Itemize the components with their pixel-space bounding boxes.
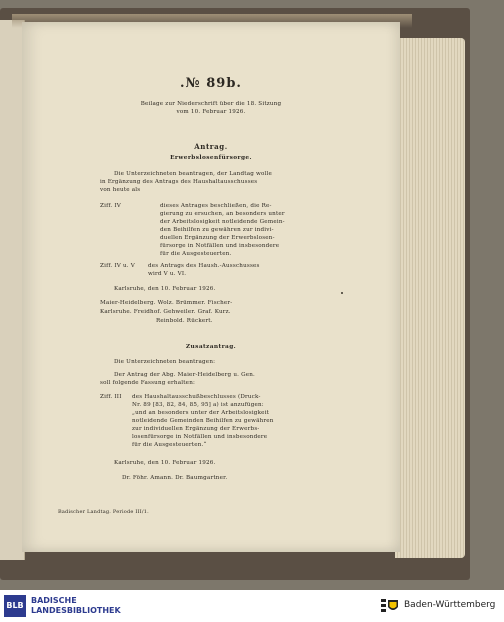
ziff-iii-line: notleidende Gemeinden Beihilfen zu gewähren (132, 418, 274, 424)
antrag-intro-line: Die Unterzeichneten beantragen, der Landtag wolle (114, 171, 273, 177)
signers-line: Maier-Heidelberg. Wolz. Brümmer. Fischer- (100, 300, 233, 306)
ziff-iv-line: gierung zu ersuchen, an besonders unter (160, 211, 285, 217)
ziff-iii-line: Nr. 89 [83, 82, 84, 85, 95] a) ist anzufügen: (132, 402, 264, 408)
zusatz-intro-line: Der Antrag der Abg. Maier-Heidelberg u. Gen. (114, 372, 256, 378)
signers-line: Dr. Föhr. Amann. Dr. Baumgartner. (122, 475, 228, 481)
branding-bar (0, 590, 504, 622)
ziff-iv-v-label: Ziff. IV u. V (100, 263, 135, 269)
ziff-iv-line: duellen Ergänzung der Erwerbslosen- (160, 235, 275, 241)
date-line: Karlsruhe, den 10. Februar 1926. (114, 286, 216, 292)
intro-line: vom 10. Februar 1926. (176, 109, 246, 115)
intro-line: Beilage zur Niederschrift über die 18. Sitzung (140, 101, 282, 107)
ziff-iii-line: des Haushaltausschußbeschlusses (Druck- (132, 394, 261, 400)
blb-name-line1: BADISCHE (31, 596, 77, 605)
baden-wuerttemberg-emblem-icon (380, 598, 400, 614)
ziff-iv-line: für die Ausgesteuerten. (160, 251, 232, 257)
signers-line: Reinbold. Rückert. (156, 318, 213, 324)
blb-name-line2: LANDESBIBLIOTHEK (31, 606, 121, 615)
antrag-intro-line: in Ergänzung des Antrags des Haushaltausschusses (100, 179, 258, 185)
ziff-iii-line: zur individuellen Ergänzung der Erwerbs- (132, 426, 260, 432)
ziff-iii-line: losenfürsorge in Notfällen und insbesondere (132, 434, 268, 440)
ink-speck (341, 292, 343, 294)
zusatzantrag-title: Zusatzantrag. (185, 344, 237, 350)
date-line: Karlsruhe, den 10. Februar 1926. (114, 460, 216, 466)
blb-name[interactable] (31, 596, 121, 616)
document-number: .№ 89b. (180, 76, 242, 91)
page-footer: Badischer Landtag. Periode III/1. (58, 509, 149, 515)
blb-logo[interactable]: BLB (4, 595, 26, 617)
ziff-iv-line: dieses Antrages beschließen, die Re- (160, 203, 272, 209)
ziff-iv-v-line: des Antrags des Haush.-Ausschusses (148, 263, 260, 269)
ziff-iv-label: Ziff. IV (100, 203, 122, 209)
zusatz-intro-line: soll folgende Fassung erhalten: (100, 380, 196, 386)
ziff-iv-line: fürsorge in Notfällen und insbesondere (160, 243, 280, 249)
baden-wuerttemberg-label[interactable]: Baden-Württemberg (404, 600, 496, 610)
ziff-iv-v-line: wird V u. VI. (148, 271, 187, 277)
page-stack-edges (395, 38, 465, 558)
antrag-subtitle: Erwerbslosenfürsorge. (170, 155, 252, 161)
ziff-iii-line: „und an besonders unter der Arbeitslosigkeit (132, 410, 270, 416)
antrag-intro-line: von heute als (100, 187, 141, 193)
ziff-iii-line: für die Ausgesteuerten.“ (132, 442, 207, 448)
antrag-title: Antrag. (194, 142, 228, 151)
signers-line: Karlsruhe. Freidhof. Gehweiler. Graf. Kurz. (100, 309, 231, 315)
ziff-iv-line: den Beihilfen zu gewähren zur indivi- (160, 227, 274, 233)
ziff-iii-label: Ziff. III (100, 394, 122, 400)
ziff-iv-line: der Arbeitslosigkeit notleidende Gemein- (160, 219, 285, 225)
document-page (22, 22, 400, 552)
zusatz-intro: Die Unterzeichneten beantragen: (114, 359, 216, 365)
